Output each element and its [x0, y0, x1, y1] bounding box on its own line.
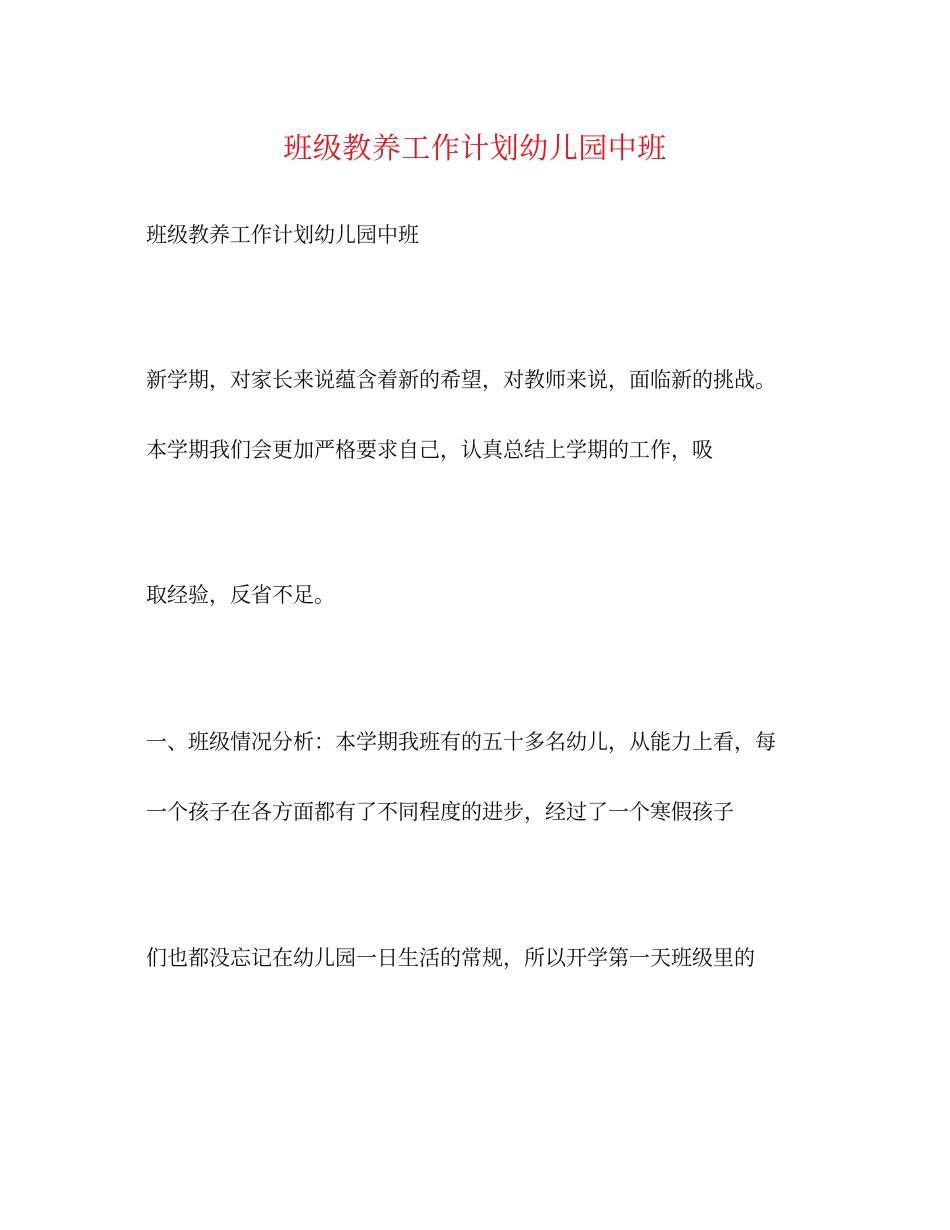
paragraph-line: 们也都没忘记在幼儿园一日生活的常规，所以开学第一天班级里的 [146, 946, 755, 970]
paragraph-line: 取经验，反省不足。 [146, 583, 335, 607]
document-title: 班级教养工作计划幼儿园中班 [283, 131, 667, 165]
paragraph-line: 一个孩子在各方面都有了不同程度的进步，经过了一个寒假孩子 [146, 800, 734, 824]
paragraph-line: 本学期我们会更加严格要求自己，认真总结上学期的工作，吸 [146, 438, 713, 462]
paragraph-line: 新学期，对家长来说蕴含着新的希望，对教师来说，面临新的挑战。 [146, 368, 776, 392]
paragraph-line: 一、班级情况分析：本学期我班有的五十多名幼儿，从能力上看，每 [146, 730, 776, 754]
subtitle-line: 班级教养工作计划幼儿园中班 [146, 223, 419, 247]
